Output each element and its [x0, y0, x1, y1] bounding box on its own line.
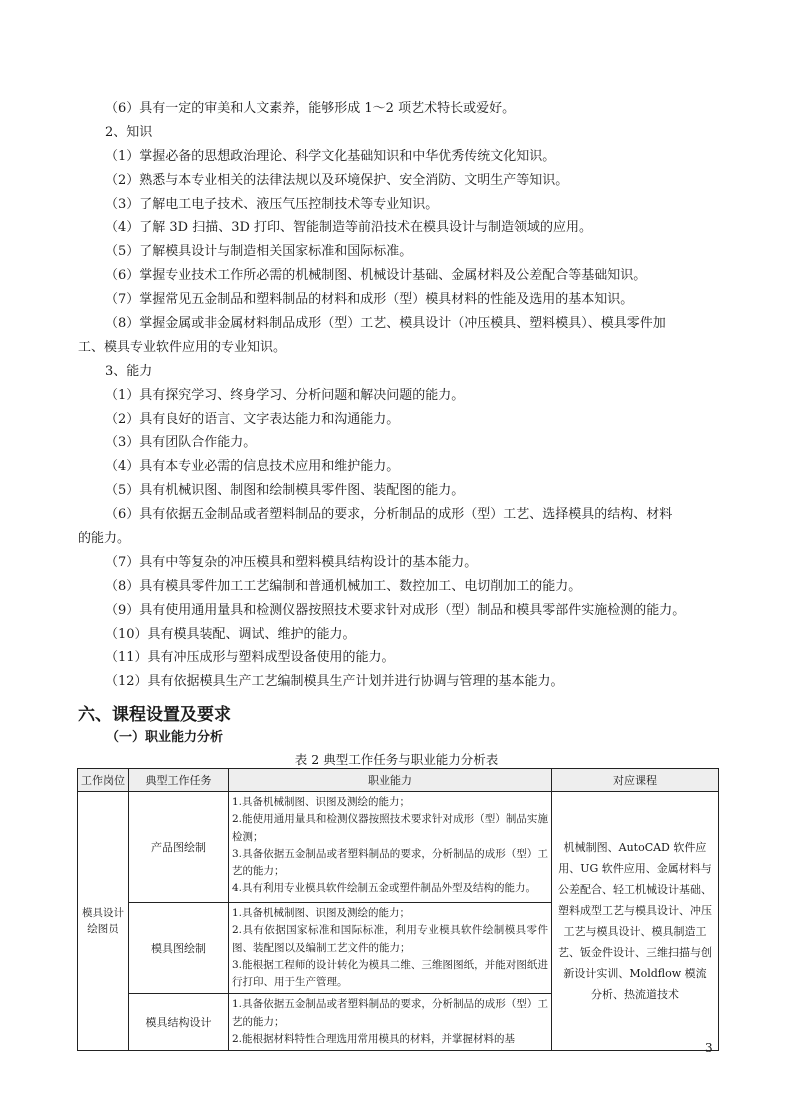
ability-item: 3.能根据工程师的设计转化为模具二维、三维图图纸，并能对图纸进行打印、用于生产管理。 [232, 958, 548, 989]
text-line: （2）熟悉与本专业相关的法律法规以及环境保护、安全消防、文明生产等知识。 [105, 172, 569, 188]
ability-analysis-table [77, 768, 719, 1051]
ability-item: 1.具备机械制图、识图及测绘的能力； [232, 796, 411, 808]
text-line: （11）具有冲压成形与塑料成型设备使用的能力。 [105, 650, 395, 666]
text-line: （2）具有良好的语言、文字表达能力和沟通能力。 [105, 411, 400, 427]
ability-item: 2.能根据材料特性合理选用常用模具的材料，并掌握材料的基 [232, 1033, 516, 1046]
course-cell: 机械制图、AutoCAD 软件应用、UG 软件应用、金属材料与公差配合、轻工机械设计基础、塑料成型工艺与模具设计、冲压工艺与模具设计、模具制造工艺、钣金件设计、三维扫描与创新设计实训、Moldflow 模流分析、热流道技术 [552, 792, 719, 1051]
text-line: （4）了解 3D 扫描、3D 打印、智能制造等前沿技术在模具设计与制造领域的应用。 [105, 220, 593, 236]
body-text [78, 97, 718, 694]
text-line: （12）具有依据模具生产工艺编制模具生产计划并进行协调与管理的基本能力。 [105, 674, 564, 690]
text-line: 的能力。 [78, 531, 131, 547]
header-course: 对应课程 [552, 769, 719, 792]
ability-item: 3.具备依据五金制品或者塑料制品的要求，分析制品的成形（型）工艺的能力； [232, 847, 548, 878]
text-line: （5）具有机械识图、制图和绘制模具零件图、装配图的能力。 [105, 483, 465, 499]
post-cell: 模具设计绘图员 [78, 792, 129, 1051]
text-line: （8）掌握金属或非金属材料制品成形（型）工艺、模具设计（冲压模具、塑料模具）、模具零件加 [105, 316, 666, 332]
text-line: （6）具有一定的审美和人文素养，能够形成 1～2 项艺术特长或爱好。 [105, 101, 516, 116]
ability-item: 4.具有利用专业模具软件绘制五金或塑件制品外型及结构的能力。 [232, 882, 537, 895]
ability-item: 2.能使用通用量具和检测仪器按照技术要求针对成形（型）制品实施检测； [232, 813, 548, 843]
task-cell: 模具图绘制 [129, 903, 229, 994]
text-line: （3）具有团队合作能力。 [105, 435, 257, 451]
text-line: （6）掌握专业技术工作所必需的机械制图、机械设计基础、金属材料及公差配合等基础知识。 [105, 268, 647, 284]
text-line: 工、模具专业软件应用的专业知识。 [78, 339, 287, 355]
heading-knowledge: 2、知识 [105, 124, 153, 140]
table-header-row [78, 769, 719, 792]
header-post: 工作岗位 [78, 769, 129, 792]
text-line: （1）具有探究学习、终身学习、分析问题和解决问题的能力。 [105, 387, 465, 403]
ability-cell [229, 994, 552, 1051]
ability-cell [229, 792, 552, 903]
table-row [78, 792, 719, 903]
heading-ability: 3、能力 [105, 363, 153, 379]
text-line: （6）具有依据五金制品或者塑料制品的要求，分析制品的成形（型）工艺、选择模具的结构、材料 [105, 507, 673, 523]
text-line: （3）了解电工电子技术、液压气压控制技术等专业知识。 [105, 196, 439, 212]
task-cell: 模具结构设计 [129, 994, 229, 1051]
header-ability: 职业能力 [229, 769, 552, 792]
text-line: （1）掌握必备的思想政治理论、科学文化基础知识和中华优秀传统文化知识。 [105, 148, 556, 164]
text-line: （8）具有模具零件加工工艺编制和普通机械加工、数控加工、电切削加工的能力。 [105, 578, 582, 594]
text-line: （7）掌握常见五金制品和塑料制品的材料和成形（型）模具材料的性能及选用的基本知识。 [105, 292, 634, 308]
text-line: （7）具有中等复杂的冲压模具和塑料模具结构设计的基本能力。 [105, 554, 478, 570]
task-cell: 产品图绘制 [129, 792, 229, 903]
page-number: 3 [705, 1041, 713, 1055]
table-caption: 表 2 典型工作任务与职业能力分析表 [294, 752, 499, 767]
text-line: （4）具有本专业必需的信息技术应用和维护能力。 [105, 459, 400, 475]
ability-item: 1.具备机械制图、识图及测绘的能力； [232, 907, 411, 919]
ability-item: 1.具备依据五金制品或者塑料制品的要求，分析制品的成形（型）工艺的能力； [232, 998, 548, 1028]
ability-item: 2.具有依据国家标准和国际标准，利用专业模具软件绘制模具零件图、装配图以及编制工艺文件的能力； [232, 924, 548, 954]
text-line: （5）了解模具设计与制造相关国家标准和国际标准。 [105, 244, 413, 260]
section-title: 六、课程设置及要求 [78, 705, 231, 725]
text-line: （10）具有模具装配、调试、维护的能力。 [105, 626, 356, 642]
subsection-title: （一）职业能力分析 [106, 730, 224, 745]
header-task: 典型工作任务 [129, 769, 229, 792]
text-line: （9）具有使用通用量具和检测仪器按照技术要求针对成形（型）制品和模具零部件实施检测的能力。 [105, 602, 686, 618]
ability-cell [229, 903, 552, 994]
